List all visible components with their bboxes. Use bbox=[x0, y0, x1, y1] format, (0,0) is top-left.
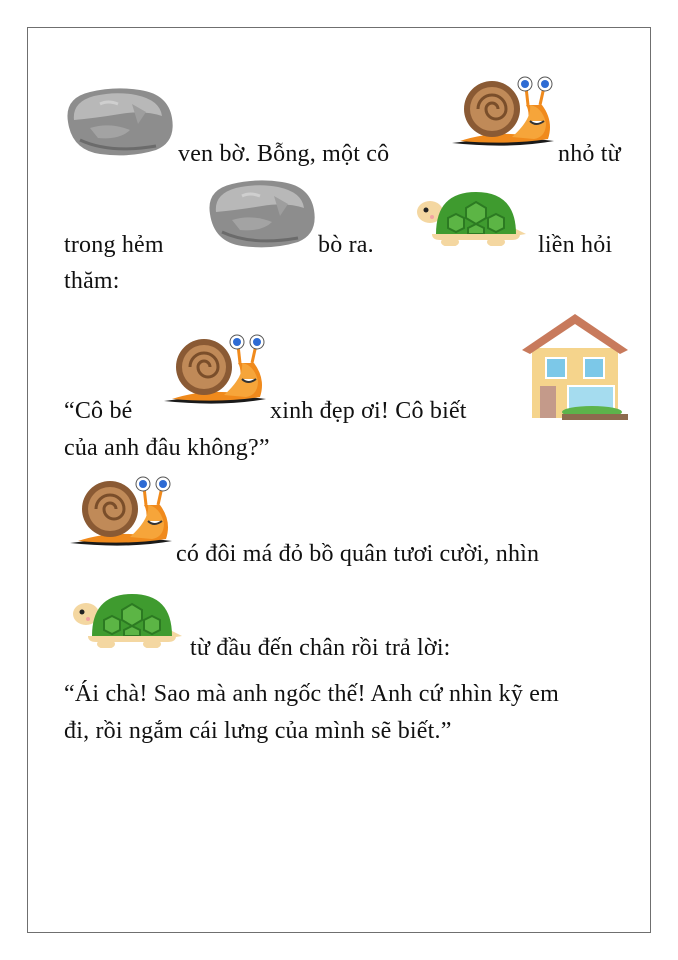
story-line-5: của anh đâu không?” bbox=[64, 435, 270, 461]
rock-icon bbox=[60, 84, 178, 160]
story-line-9: đi, rồi ngắm cái lưng của mình sẽ biết.” bbox=[64, 718, 452, 744]
snail-icon bbox=[162, 328, 268, 418]
story-line-4-start: “Cô bé bbox=[64, 398, 133, 424]
rock-icon bbox=[202, 176, 320, 252]
snail-icon bbox=[450, 70, 556, 160]
story-line-2-end: liền hỏi bbox=[538, 232, 613, 258]
story-line-3: thăm: bbox=[64, 268, 120, 294]
house-icon bbox=[522, 308, 630, 422]
snail-icon bbox=[68, 470, 174, 560]
story-line-8: “Ái chà! Sao mà anh ngốc thế! Anh cứ nhìn kỹ em bbox=[64, 681, 559, 707]
turtle-icon bbox=[70, 586, 184, 648]
story-line-4-mid: xinh đẹp ơi! Cô biết bbox=[270, 398, 467, 424]
story-line-2-mid: bò ra. bbox=[318, 232, 374, 258]
story-line-1-end: nhỏ từ bbox=[558, 141, 621, 167]
story-line-7: từ đầu đến chân rồi trả lời: bbox=[190, 635, 451, 661]
story-line-6: có đôi má đỏ bồ quân tươi cười, nhìn bbox=[176, 541, 540, 567]
turtle-icon bbox=[414, 184, 528, 246]
story-line-1: ven bờ. Bỗng, một cô bbox=[178, 141, 390, 167]
story-line-2-start: trong hẻm bbox=[64, 232, 164, 258]
